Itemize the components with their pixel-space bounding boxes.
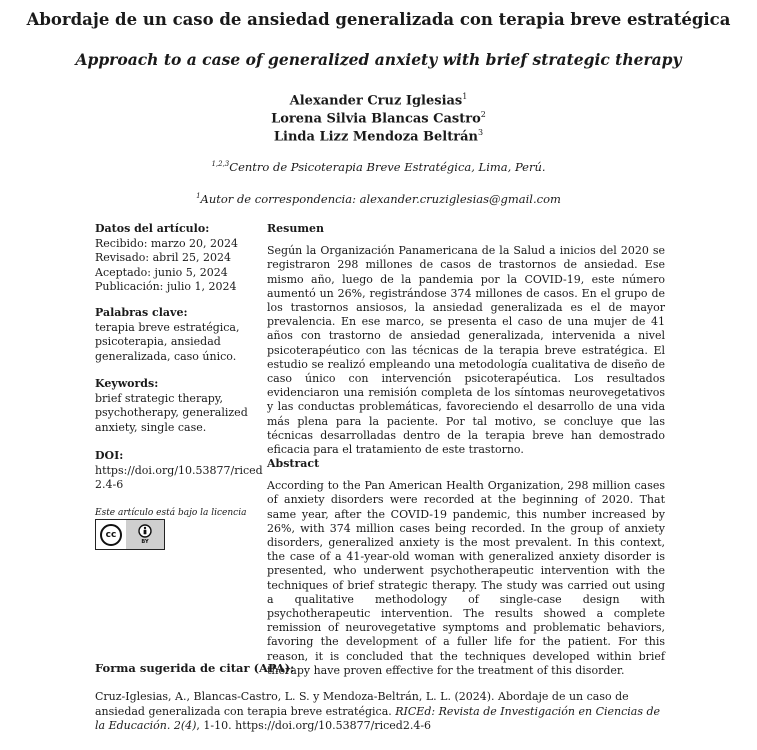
abstract-heading: Abstract xyxy=(267,457,320,470)
cc-circle-icon: cc xyxy=(100,524,122,546)
abstract-text: According to the Pan American Health Organization, 298 million cases of anxiety disorders were recorded at the beginning of 2020. That same year, after the COVID-19 pandemic, this number increased by 26%, with 374 million cases being recorded. In the group of anxiety disorders, generalized anxiety is the most prevalent. In this context, the case of a 41-year-old woman with generalized anxiety disorder is presented, who underwent psychotherapeutic intervention with the techniques of brief strategic therapy. The study was carried out using a qualitative methodology of single-case design with psychotherapeutic intervention. The results showed a complete remission of neurovegetative symptoms and problematic behaviors, favoring the development of a fuller life for the patient. For this reason, it is concluded that the techniques developed within brief therapy have proven effective for the treatment of this disorder. xyxy=(267,479,665,677)
palabras-clave-heading: Palabras clave: xyxy=(95,306,188,319)
doi-link[interactable]: https://doi.org/10.53877/riced 2.4-6 xyxy=(95,463,263,492)
abstract-section xyxy=(267,457,665,678)
citation-authors-title: Cruz-Iglesias, A., Blancas-Castro, L. S. y Mendoza-Beltrán, L. L. (2024). Abordaje de un caso de ansiedad generalizada con terapia breve estratégica. xyxy=(95,690,629,718)
author-name: Linda Lizz Mendoza Beltrán xyxy=(273,129,478,145)
palabras-clave-block xyxy=(95,306,260,364)
affiliation-text: Centro de Psicoterapia Breve Estratégica, Lima, Perú. xyxy=(229,160,546,174)
resumen-heading: Resumen xyxy=(267,222,324,235)
doi-heading: DOI: xyxy=(95,449,124,462)
author-3 xyxy=(0,128,757,144)
palabras-clave-text: terapia breve estratégica, psicoterapia, ansiedad generalizada, caso único. xyxy=(95,320,240,363)
citation-text xyxy=(95,690,670,734)
by-label: BY xyxy=(141,539,149,545)
title-spanish: Abordaje de un caso de ansiedad generalizada con terapia breve estratégica xyxy=(26,10,731,29)
author-sup: 3 xyxy=(477,128,484,137)
revised-date: Revisado: abril 25, 2024 xyxy=(95,251,231,265)
citation-heading: Forma sugerida de citar (APA): xyxy=(95,661,295,675)
by-icon xyxy=(126,520,164,549)
affiliation xyxy=(0,160,757,174)
author-name: Lorena Silvia Blancas Castro xyxy=(271,111,481,127)
keywords-heading: Keywords: xyxy=(95,377,159,390)
author-sup: 2 xyxy=(480,110,486,119)
author-2 xyxy=(0,110,757,126)
received-date: Recibido: marzo 20, 2024 xyxy=(95,236,239,250)
author-name: Alexander Cruz Iglesias xyxy=(289,93,463,109)
correspondence xyxy=(0,192,757,206)
doi-block xyxy=(95,449,263,493)
person-icon xyxy=(138,524,152,538)
published-date: Publicación: julio 1, 2024 xyxy=(95,280,237,294)
author-1 xyxy=(0,92,757,108)
correspondence-sup: 1 xyxy=(196,192,201,201)
cc-icon xyxy=(96,520,126,549)
license-text: Este artículo está bajo la licencia xyxy=(95,508,247,518)
accepted-date: Aceptado: junio 5, 2024 xyxy=(95,265,228,279)
resumen-section xyxy=(267,222,665,457)
title-english: Approach to a case of generalized anxiety with brief strategic therapy xyxy=(75,50,682,69)
correspondence-text: Autor de correspondencia: alexander.cruziglesias@gmail.com xyxy=(200,192,561,206)
affiliation-sup: 1,2,3 xyxy=(211,160,230,169)
cc-license-badge[interactable] xyxy=(95,519,165,550)
citation-tail[interactable]: , 1-10. https://doi.org/10.53877/riced2.4-6 xyxy=(196,719,432,732)
resumen-text: Según la Organización Panamericana de la Salud a inicios del 2020 se registraron 298 millones de casos de trastornos de ansiedad. Ese mismo año, luego de la pandemia por la COVID-19, este número aumentó un 26%, registrándose 374 millones de casos. En el grupo de los trastornos ansiosos, la ansiedad generalizada es el de mayor prevalencia. En ese marco, se presenta el caso de una mujer de 41 años con trastorno de ansiedad generalizada, intervenida a nivel psicoterapéutico con las técnicas de la terapia breve estratégica. El estudio se realizó empleando una metodología cualitativa de diseño de caso único con intervención psicoterapéutica. Los resultados evidenciaron una remisión completa de los síntomas neurovegetativos y las conductas problemáticas, favoreciendo el desarrollo de una vida más plena para la paciente. Por tal motivo, se concluye que las técnicas desarrolladas dentro de la terapia breve han demostrado eficacia para el tratamiento de este trastorno. xyxy=(267,244,665,457)
keywords-block xyxy=(95,377,260,435)
article-data-heading: Datos del artículo: xyxy=(95,222,210,235)
author-sup: 1 xyxy=(462,92,468,101)
article-data-block xyxy=(95,222,260,295)
citation-journal: RICEd: Revista de Investigación en Ciencias de la Educación. 2(4) xyxy=(95,704,661,732)
keywords-text: brief strategic therapy, psychotherapy, generalized anxiety, single case. xyxy=(95,391,248,434)
